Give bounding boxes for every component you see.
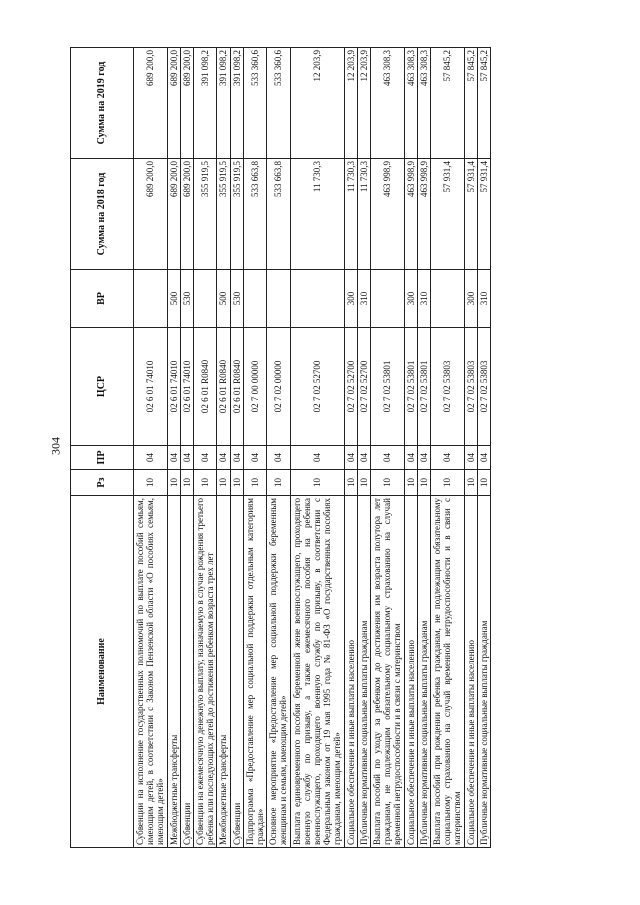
- cell-sum-2019: 533 360,6: [267, 48, 290, 159]
- cell-csr: 02 7 02 52700: [357, 328, 370, 446]
- cell-rz: 10: [267, 470, 290, 496]
- table-row: [134, 48, 168, 848]
- cell-sum-2019: 12 203,9: [290, 48, 344, 159]
- rotated-table-container: [70, 48, 491, 848]
- cell-name: Выплата пособий по уходу за ребенком до достижения им возраста полутора лет гражданам, не подлежащим обязательному социальному страхованию на случай временной нетрудоспособности и в связи с материнством: [371, 496, 405, 848]
- cell-sum-2018: 463 998,9: [371, 159, 405, 270]
- cell-pr: 04: [371, 446, 405, 470]
- cell-sum-2018: 463 998,9: [404, 159, 417, 270]
- cell-pr: 04: [417, 446, 430, 470]
- cell-rz: 10: [167, 470, 180, 496]
- table-row: [357, 48, 370, 848]
- cell-vr: [371, 270, 405, 328]
- cell-name: Публичные нормативные социальные выплаты гражданам: [417, 496, 430, 848]
- cell-pr: 04: [404, 446, 417, 470]
- cell-name: Межбюджетные трансферты: [217, 496, 230, 848]
- cell-sum-2019: 12 203,9: [357, 48, 370, 159]
- cell-sum-2018: 355 919,5: [194, 159, 217, 270]
- cell-sum-2018: 355 919,5: [230, 159, 243, 270]
- cell-pr: 04: [217, 446, 230, 470]
- header-rz: Рз: [71, 470, 134, 496]
- cell-sum-2018: 689 200,0: [167, 159, 180, 270]
- cell-name: Межбюджетные трансферты: [167, 496, 180, 848]
- cell-pr: 04: [194, 446, 217, 470]
- cell-vr: 530: [180, 270, 193, 328]
- cell-rz: 10: [431, 470, 465, 496]
- cell-pr: 04: [167, 446, 180, 470]
- cell-name: Выплата единовременного пособия беременной жене военнослужащего, проходящего военную службу по призыву, а также ежемесячного пособия на ребенка военнослужащего, проходящего военную службу по призыву, в соответствии с Федеральным законом от 19 мая 1995 года № 81-ФЗ «О государственных пособиях гражданам, имеющим детей»: [290, 496, 344, 848]
- cell-pr: 04: [464, 446, 477, 470]
- table-row: [230, 48, 243, 848]
- cell-sum-2018: 57 931,4: [431, 159, 465, 270]
- cell-rz: 10: [417, 470, 430, 496]
- cell-name: Социальное обеспечение и иные выплаты населению: [344, 496, 357, 848]
- cell-sum-2018: 57 931,4: [477, 159, 490, 270]
- cell-vr: 500: [217, 270, 230, 328]
- cell-vr: [267, 270, 290, 328]
- cell-rz: 10: [357, 470, 370, 496]
- cell-vr: 530: [230, 270, 243, 328]
- cell-csr: 02 7 02 53803: [464, 328, 477, 446]
- cell-csr: 02 7 02 53801: [417, 328, 430, 446]
- table-header-row: [71, 48, 134, 848]
- table-row: [404, 48, 417, 848]
- cell-csr: 02 6 01 R0840: [230, 328, 243, 446]
- cell-vr: 300: [464, 270, 477, 328]
- header-sum-2018: Сумма на 2018 год: [71, 159, 134, 270]
- cell-sum-2019: 57 845,2: [477, 48, 490, 159]
- cell-rz: 10: [464, 470, 477, 496]
- cell-pr: 04: [431, 446, 465, 470]
- table-row: [344, 48, 357, 848]
- cell-name: Социальное обеспечение и иные выплаты населению: [464, 496, 477, 848]
- cell-pr: 04: [344, 446, 357, 470]
- cell-name: Субвенции на ежемесячную денежную выплату, назначаемую в случае рождения третьего ребенка или последующих детей до достижения ребенком возраста трех лет: [194, 496, 217, 848]
- cell-rz: 10: [180, 470, 193, 496]
- cell-sum-2019: 463 308,3: [371, 48, 405, 159]
- cell-sum-2019: 391 098,2: [217, 48, 230, 159]
- cell-name: Субвенции: [230, 496, 243, 848]
- cell-sum-2018: 463 998,9: [417, 159, 430, 270]
- cell-csr: 02 6 01 74010: [134, 328, 168, 446]
- cell-sum-2018: 533 663,8: [267, 159, 290, 270]
- cell-csr: 02 6 01 74010: [167, 328, 180, 446]
- cell-rz: 10: [404, 470, 417, 496]
- cell-csr: 02 7 02 00000: [267, 328, 290, 446]
- table-row: [464, 48, 477, 848]
- table-row: [167, 48, 180, 848]
- cell-sum-2018: 11 730,3: [290, 159, 344, 270]
- cell-vr: [290, 270, 344, 328]
- cell-vr: [134, 270, 168, 328]
- cell-vr: 310: [417, 270, 430, 328]
- budget-table: [70, 47, 491, 848]
- cell-pr: 04: [267, 446, 290, 470]
- cell-pr: 04: [243, 446, 266, 470]
- cell-sum-2018: 11 730,3: [344, 159, 357, 270]
- cell-vr: 500: [167, 270, 180, 328]
- cell-vr: 300: [344, 270, 357, 328]
- cell-sum-2019: 463 308,3: [417, 48, 430, 159]
- cell-name: Субвенции на исполнение государственных полномочий по выплате пособий семьям, имеющим детей, в соответствии с Законом Пензенской области «О пособиях семьям, имеющим детей»: [134, 496, 168, 848]
- cell-csr: 02 7 00 00000: [243, 328, 266, 446]
- cell-sum-2018: 355 919,5: [217, 159, 230, 270]
- cell-csr: 02 7 02 53803: [431, 328, 465, 446]
- cell-rz: 10: [290, 470, 344, 496]
- cell-rz: 10: [477, 470, 490, 496]
- table-row: [217, 48, 230, 848]
- table-row: [477, 48, 490, 848]
- cell-name: Выплата пособий при рождении ребенка гражданам, не подлежащим обязательному социальному страхованию на случай временной нетрудоспособности и в связи с материнством: [431, 496, 465, 848]
- table-row: [243, 48, 266, 848]
- header-name: Наименование: [71, 496, 134, 848]
- cell-vr: [243, 270, 266, 328]
- cell-csr: 02 7 02 52700: [344, 328, 357, 446]
- header-pr: ПР: [71, 446, 134, 470]
- cell-rz: 10: [217, 470, 230, 496]
- cell-vr: 300: [404, 270, 417, 328]
- cell-csr: 02 7 02 53801: [404, 328, 417, 446]
- cell-sum-2019: 533 360,6: [243, 48, 266, 159]
- cell-vr: 310: [477, 270, 490, 328]
- cell-sum-2018: 57 931,4: [464, 159, 477, 270]
- cell-rz: 10: [230, 470, 243, 496]
- cell-pr: 04: [477, 446, 490, 470]
- cell-sum-2019: 391 098,2: [194, 48, 217, 159]
- cell-sum-2019: 689 200,0: [180, 48, 193, 159]
- cell-csr: 02 7 02 53803: [477, 328, 490, 446]
- table-row: [290, 48, 344, 848]
- cell-csr: 02 6 01 R0840: [217, 328, 230, 446]
- cell-pr: 04: [357, 446, 370, 470]
- cell-rz: 10: [371, 470, 405, 496]
- cell-sum-2018: 689 200,0: [180, 159, 193, 270]
- cell-pr: 04: [134, 446, 168, 470]
- cell-vr: 310: [357, 270, 370, 328]
- cell-rz: 10: [134, 470, 168, 496]
- cell-sum-2019: 391 098,2: [230, 48, 243, 159]
- header-vr: ВР: [71, 270, 134, 328]
- cell-rz: 10: [194, 470, 217, 496]
- cell-sum-2019: 689 200,0: [134, 48, 168, 159]
- table-row: [267, 48, 290, 848]
- cell-csr: 02 7 02 52700: [290, 328, 344, 446]
- cell-csr: 02 6 01 R0840: [194, 328, 217, 446]
- cell-sum-2018: 689 200,0: [134, 159, 168, 270]
- cell-name: Подпрограмма «Предоставление мер социальной поддержки отдельным категориям граждан»: [243, 496, 266, 848]
- cell-sum-2019: 57 845,2: [464, 48, 477, 159]
- header-sum-2019: Сумма на 2019 год: [71, 48, 134, 159]
- page-number: 304: [48, 437, 63, 455]
- table-row: [417, 48, 430, 848]
- cell-vr: [431, 270, 465, 328]
- cell-sum-2019: 57 845,2: [431, 48, 465, 159]
- table-row: [431, 48, 465, 848]
- cell-name: Публичные нормативные социальные выплаты гражданам: [477, 496, 490, 848]
- table-row: [194, 48, 217, 848]
- cell-sum-2019: 463 308,3: [404, 48, 417, 159]
- cell-rz: 10: [344, 470, 357, 496]
- cell-pr: 04: [290, 446, 344, 470]
- cell-name: Субвенции: [180, 496, 193, 848]
- header-csr: ЦСР: [71, 328, 134, 446]
- cell-sum-2019: 12 203,9: [344, 48, 357, 159]
- cell-csr: 02 7 02 53801: [371, 328, 405, 446]
- table-row: [180, 48, 193, 848]
- cell-csr: 02 6 01 74010: [180, 328, 193, 446]
- cell-rz: 10: [243, 470, 266, 496]
- cell-sum-2018: 533 663,8: [243, 159, 266, 270]
- cell-pr: 04: [180, 446, 193, 470]
- cell-sum-2018: 11 730,3: [357, 159, 370, 270]
- table-row: [371, 48, 405, 848]
- cell-name: Основное мероприятие «Предоставление мер социальной поддержки беременным женщинам и семьям, имеющим детей»: [267, 496, 290, 848]
- cell-vr: [194, 270, 217, 328]
- cell-name: Социальное обеспечение и иные выплаты населению: [404, 496, 417, 848]
- cell-sum-2019: 689 200,0: [167, 48, 180, 159]
- cell-name: Публичные нормативные социальные выплаты гражданам: [357, 496, 370, 848]
- table-body: [134, 48, 491, 848]
- cell-pr: 04: [230, 446, 243, 470]
